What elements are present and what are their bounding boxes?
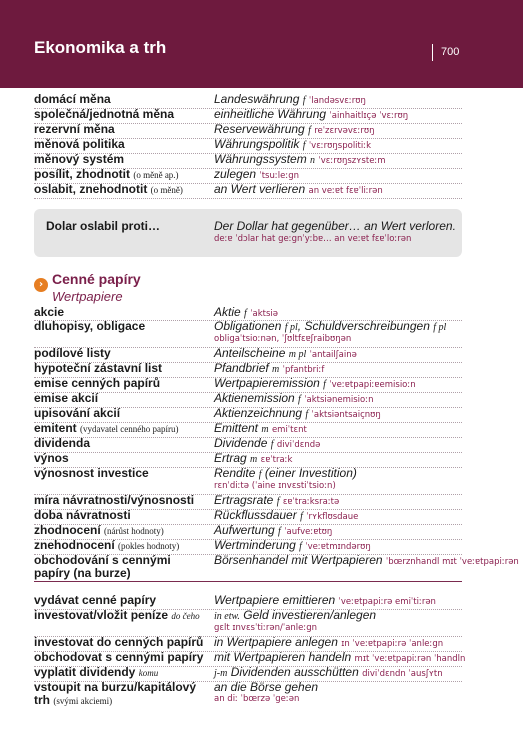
german-term <box>214 594 464 609</box>
example-pronunciation: deːɐ ˈdɔlar hat geːgnˈyːbɐ… an veːɐt fɛɐˈloːrən <box>214 234 412 244</box>
czech-term-note: (nárůst hodnoty) <box>104 526 164 536</box>
german-prefix: in etw. <box>214 611 240 622</box>
czech-term-text: emise cenných papírů <box>34 376 161 390</box>
czech-term <box>34 681 210 708</box>
czech-term-text: posílit, zhodnotit <box>34 167 130 181</box>
czech-term-text: akcie <box>34 305 65 319</box>
section-title: Cenné papíry <box>52 271 141 287</box>
pronunciation: ˈveːɐtpapiːrə emiˈtiːrən <box>338 597 436 607</box>
grammar-gender: f pl <box>284 322 298 333</box>
german-term-text: Dividende <box>214 436 268 450</box>
german-term <box>214 524 464 539</box>
german-term <box>214 666 464 681</box>
grammar-gender: f <box>308 125 311 136</box>
pronunciation: ɛɐˈtraːksraːtə <box>282 497 340 507</box>
grammar-gender: f <box>323 379 326 390</box>
czech-term-text: vstoupit na burzu/kapitálový trh <box>34 680 197 707</box>
german-term-text: Aufwertung <box>214 523 275 537</box>
czech-term-text: obchodování s cennými papíry (na burze) <box>34 553 171 580</box>
pronunciation: ˈantailʃainə <box>309 350 357 360</box>
czech-term-text: dividenda <box>34 436 91 450</box>
grammar-gender: f pl <box>433 322 447 333</box>
czech-term-text: společná/jednotná měna <box>34 107 175 121</box>
pronunciation: ˈpfantbriːf <box>282 365 325 375</box>
czech-term-text: vydávat cenné papíry <box>34 593 157 607</box>
czech-term <box>34 153 210 166</box>
german-term <box>214 138 464 153</box>
section-subtitle: Wertpapiere <box>52 289 123 304</box>
german-term-text: zulegen <box>214 167 257 181</box>
german-term-text: an Wert verlieren <box>214 182 306 196</box>
czech-term <box>34 377 210 390</box>
pronunciation: ˈaktsiəntsaiçnʊŋ <box>311 410 381 420</box>
czech-term-text: emitent <box>34 421 77 435</box>
german-term-extra: (einer Investition) <box>261 466 357 480</box>
german-term <box>214 494 464 509</box>
grammar-gender: f <box>276 496 280 507</box>
czech-term-note: (vydavatel cenného papíru) <box>80 424 179 434</box>
vocab-row <box>34 681 462 708</box>
grammar-gender: f <box>278 526 281 537</box>
czech-term-note: (o měně) <box>150 185 183 195</box>
pronunciation: ˈaktsiə <box>250 309 278 319</box>
czech-term-text: vyplatit dividendy <box>34 665 136 679</box>
german-term-extra: , Schuldverschreibungen <box>297 319 430 333</box>
example-sentence-box <box>34 209 462 257</box>
czech-term-text: domácí měna <box>34 92 111 106</box>
grammar-gender: f <box>302 95 306 106</box>
czech-term <box>34 554 210 580</box>
czech-term-text: míra návratnosti/výnosnosti <box>34 493 195 507</box>
german-term <box>214 651 464 666</box>
czech-term-note: (svými akciemi) <box>53 696 113 706</box>
czech-term-text: znehodnocení <box>34 538 115 552</box>
grammar-gender: f <box>244 308 247 319</box>
czech-term <box>34 539 210 553</box>
czech-term-text: hypoteční zástavní list <box>34 361 163 375</box>
grammar-gender: f <box>258 469 262 480</box>
czech-term <box>34 123 210 136</box>
grammar-gender: m <box>250 454 258 465</box>
german-term <box>214 539 464 554</box>
grammar-gender: f <box>299 541 302 552</box>
czech-term <box>34 108 210 121</box>
german-term-text: Wertminderung <box>214 538 296 552</box>
german-term-text: Währungssystem <box>214 152 307 166</box>
czech-term <box>34 138 210 151</box>
czech-term <box>34 666 210 680</box>
czech-term <box>34 452 210 465</box>
german-term-text: Obligationen <box>214 319 282 333</box>
german-term-text: Wertpapiere emittieren <box>214 593 336 607</box>
grammar-gender: m pl <box>288 349 307 360</box>
pronunciation: ˈainhaitlɪçə ˈvɛːrʊŋ <box>329 111 409 121</box>
czech-term-text: doba návratnosti <box>34 508 131 522</box>
header-divider <box>432 44 433 61</box>
german-term <box>214 362 464 377</box>
czech-term-text: oslabit, znehodnotit <box>34 182 148 196</box>
pronunciation: ˈvɛːrʊŋspolitiːk <box>308 141 372 151</box>
german-term-text: Börsenhandel mit Wertpapieren <box>214 553 383 567</box>
pronunciation: diviˈdɛndn ˈausʃʏtn <box>362 669 443 679</box>
german-term-text: in Wertpapiere anlegen <box>214 635 338 649</box>
czech-term-text: investovat/vložit peníze <box>34 608 169 622</box>
german-term-text: Anteilscheine <box>214 346 286 360</box>
czech-term <box>34 509 210 522</box>
pronunciation: diviˈdɛndə <box>276 440 321 450</box>
german-term-text: Wertpapieremission <box>214 376 320 390</box>
german-term-text: Rückflussdauer <box>214 508 297 522</box>
czech-term-text: obchodovat s cennými papíry <box>34 650 204 664</box>
czech-term <box>34 636 210 649</box>
german-term-text: Ertrag <box>214 451 247 465</box>
german-term-text: Währungspolitik <box>214 137 300 151</box>
czech-term-text: rezervní měna <box>34 122 115 136</box>
page-number: 700 <box>441 46 460 58</box>
grammar-gender: m <box>261 424 269 435</box>
german-term-text: Aktienemission <box>214 391 295 405</box>
grammar-gender: f <box>270 439 274 450</box>
german-term <box>214 407 464 422</box>
pronunciation: ˈveːɐtpapiːɐemisioːn <box>329 380 416 390</box>
pronunciation: an diː ˈbœrzə ˈgeːən <box>214 694 300 704</box>
chapter-title: Ekonomika a trh <box>34 38 167 57</box>
german-term-text: einheitliche Währung <box>214 107 327 121</box>
vocab-row <box>34 467 462 495</box>
czech-term <box>34 407 210 420</box>
german-term <box>214 452 464 467</box>
czech-term <box>34 347 210 360</box>
german-term <box>214 636 464 651</box>
pronunciation: ˈlandəsvɛːrʊŋ <box>308 96 366 106</box>
german-term <box>214 168 464 183</box>
german-term-text: Pfandbrief <box>214 361 269 375</box>
czech-term-object: do čeho <box>171 611 200 621</box>
german-term-text: an die Börse gehen <box>214 680 319 694</box>
czech-term-text: dluhopisy, obligace <box>34 319 146 333</box>
czech-term-note: (pokles hodnoty) <box>118 541 180 551</box>
german-term <box>214 467 464 492</box>
grammar-gender: n <box>310 155 316 166</box>
german-term <box>214 377 464 392</box>
chevron-right-icon: › <box>34 278 48 292</box>
german-term <box>214 320 464 345</box>
german-prefix: j-m <box>214 668 228 679</box>
czech-term-text: měnový systém <box>34 152 125 166</box>
german-term <box>214 153 464 168</box>
grammar-gender: f <box>300 511 303 522</box>
pronunciation: mɪt ˈveːɐtpapiːrən ˈhandln <box>354 654 466 664</box>
german-term-text: Emittent <box>214 421 259 435</box>
german-term-text: Dividenden ausschütten <box>230 665 359 679</box>
german-term-text: Aktienzeichnung <box>214 406 303 420</box>
pronunciation: ˈaktsiənemisioːn <box>304 395 374 405</box>
czech-term <box>34 168 210 182</box>
grammar-gender: f <box>298 394 301 405</box>
grammar-gender: m <box>272 364 280 375</box>
czech-term <box>34 93 210 106</box>
pronunciation: ɪn ˈveːɐtpapiːrə ˈanleːgn <box>341 639 444 649</box>
german-term <box>214 93 464 108</box>
grammar-gender: f <box>305 409 309 420</box>
czech-term-text: výnos <box>34 451 69 465</box>
example-german: Der Dollar hat gegenüber… an Wert verloren. <box>214 219 456 233</box>
pronunciation: ˈbœrznhandl mɪt ˈveːɐtpapiːrən <box>385 557 519 567</box>
czech-term <box>34 524 210 538</box>
pronunciation: reˈzɛrvəvɛːrʊŋ <box>314 126 375 136</box>
vocab-row <box>34 553 519 582</box>
czech-term <box>34 609 210 623</box>
german-term-text: Ertragsrate <box>214 493 274 507</box>
czech-term-text: emise akcií <box>34 391 99 405</box>
german-term <box>214 183 464 198</box>
czech-term-note: (o měně ap.) <box>133 170 179 180</box>
pronunciation: ɛɐˈtraːk <box>260 455 293 465</box>
german-term-text: Geld investieren/anlegen <box>243 608 377 622</box>
german-term <box>214 553 519 569</box>
czech-term <box>34 437 210 450</box>
czech-term <box>34 651 210 664</box>
vocab-row <box>34 609 462 637</box>
german-term <box>214 123 464 138</box>
german-term <box>214 347 464 362</box>
czech-term <box>34 422 210 436</box>
grammar-gender: f <box>302 140 306 151</box>
czech-term <box>34 362 210 375</box>
german-term <box>214 108 464 123</box>
vocab-row <box>34 183 462 199</box>
pronunciation: ˈrʏkflʊsdaue <box>306 512 359 522</box>
german-term <box>214 422 464 437</box>
czech-term-text: podílové listy <box>34 346 111 360</box>
czech-term-text: zhodnocení <box>34 523 101 537</box>
czech-term-text: měnová politika <box>34 137 125 151</box>
german-term <box>214 392 464 407</box>
czech-term <box>34 494 210 507</box>
czech-term-object: komu <box>138 668 159 678</box>
german-term-text: Landeswährung <box>214 92 300 106</box>
czech-term-text: upisování akcií <box>34 406 121 420</box>
german-term-text: Reservewährung <box>214 122 305 136</box>
czech-term <box>34 594 210 607</box>
german-term <box>214 437 464 452</box>
pronunciation: gɛlt ɪnvɛsˈtiːrən/ˈanleːgn <box>214 623 318 633</box>
czech-term-text: výnosnost investice <box>34 466 149 480</box>
german-term-text: Rendite <box>214 466 256 480</box>
pronunciation: ˈaufveːɐtʊŋ <box>284 527 333 537</box>
german-term-text: mit Wertpapieren handeln <box>214 650 352 664</box>
czech-term <box>34 183 210 197</box>
pronunciation: rɛnˈdiːtə (ˈaine ɪnvɛstiˈtsioːn) <box>214 481 336 491</box>
czech-term <box>34 467 210 480</box>
pronunciation: ˈtsuːleːgn <box>259 171 299 181</box>
german-term <box>214 609 464 634</box>
example-czech: Dolar oslabil proti… <box>46 219 161 233</box>
vocab-row <box>34 320 462 348</box>
pronunciation: obligaˈtsioːnən, ˈʃʊltfɛɐʃraibʊŋən <box>214 334 352 344</box>
czech-term <box>34 320 210 333</box>
pronunciation: ˈvɛːrʊŋszʏsteːm <box>318 156 386 166</box>
pronunciation: ˈveːɐtmɪndərʊŋ <box>305 542 371 552</box>
czech-term <box>34 392 210 405</box>
german-term <box>214 509 464 524</box>
german-term-text: Aktie <box>214 305 241 319</box>
czech-term <box>34 306 210 319</box>
page-header <box>0 0 523 88</box>
czech-term-text: investovat do cenných papírů <box>34 635 204 649</box>
pronunciation: emiˈtɛnt <box>271 425 307 435</box>
pronunciation: an veːɐt fɛɐˈliːrən <box>308 186 383 196</box>
german-term <box>214 681 464 705</box>
